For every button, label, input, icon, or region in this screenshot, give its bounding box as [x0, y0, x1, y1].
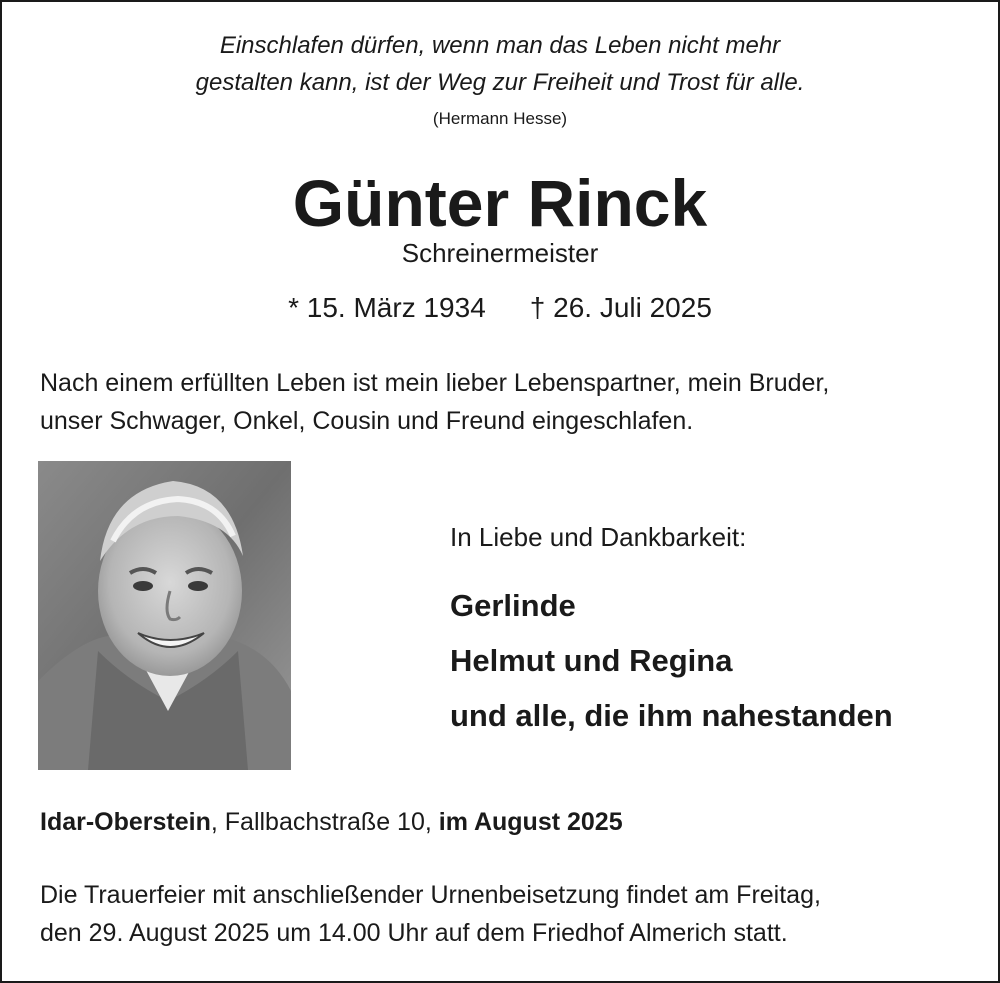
funeral-line-2: den 29. August 2025 um 14.00 Uhr auf dem Friedhof Almerich statt.	[40, 919, 788, 947]
place-and-date	[40, 808, 623, 837]
announcement-text	[40, 364, 980, 440]
funeral-notice	[40, 876, 980, 952]
place-city: Idar-Oberstein	[40, 808, 211, 836]
announcement-line-1: Nach einem erfüllten Leben ist mein lieber Lebenspartner, mein Bruder,	[40, 369, 830, 397]
life-dates	[0, 292, 1000, 324]
place-street: , Fallbachstraße 10,	[210, 808, 439, 836]
mourner-name: und alle, die ihm nahestanden	[450, 698, 893, 733]
epigraph-quote	[0, 27, 1000, 101]
quote-source: (Hermann Hesse)	[432, 109, 568, 128]
thanks-heading: In Liebe und Dankbarkeit:	[450, 522, 747, 552]
deceased-name: Günter Rinck	[292, 166, 708, 240]
mourners-list	[450, 578, 893, 743]
quote-line-2: gestalten kann, ist der Weg zur Freiheit und Trost für alle.	[195, 69, 805, 96]
mourner-name: Helmut und Regina	[450, 643, 733, 678]
birth-date: * 15. März 1934	[288, 292, 486, 323]
mourner-name: Gerlinde	[450, 588, 576, 623]
quote-line-1: Einschlafen dürfen, wenn man das Leben nicht mehr	[219, 32, 781, 59]
funeral-line-1: Die Trauerfeier mit anschließender Urnenbeisetzung findet am Freitag,	[40, 881, 821, 909]
deceased-profession: Schreinermeister	[401, 238, 599, 268]
place-date: im August 2025	[438, 808, 623, 836]
death-date: † 26. Juli 2025	[529, 292, 712, 323]
announcement-line-2: unser Schwager, Onkel, Cousin und Freund eingeschlafen.	[40, 407, 694, 435]
portrait-photo	[38, 461, 291, 770]
